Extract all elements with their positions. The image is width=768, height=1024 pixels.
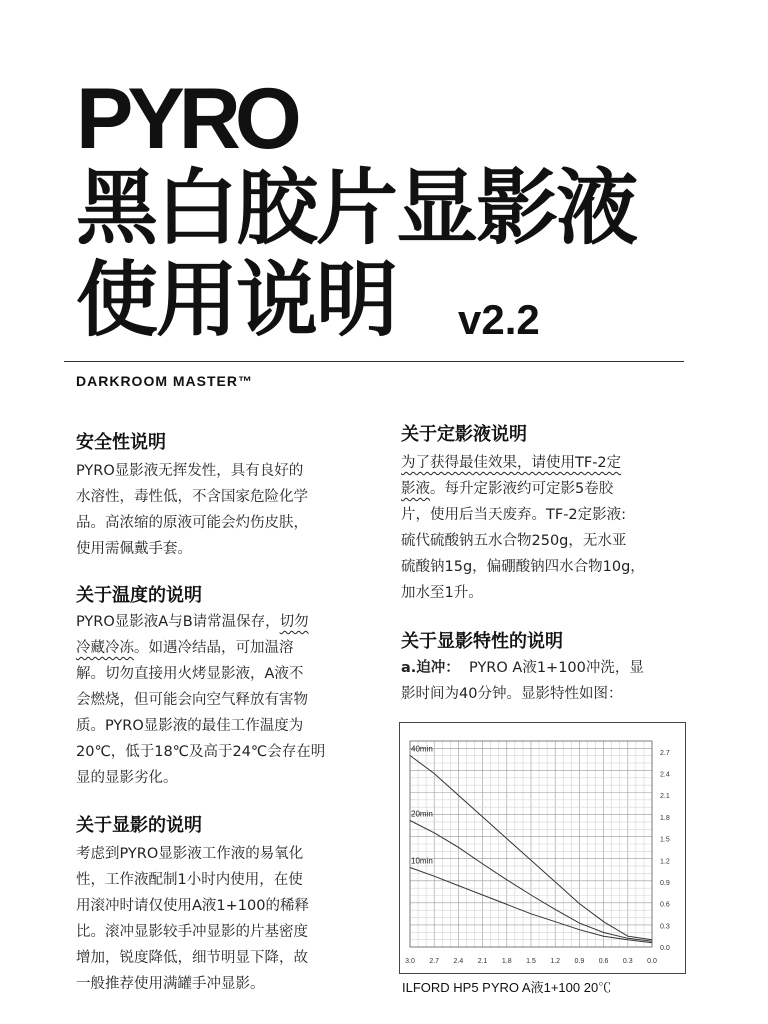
x-tick-label: 3.0 xyxy=(405,958,415,965)
x-tick-label: 0.9 xyxy=(574,958,585,965)
emphasis-text: 影液 xyxy=(401,481,430,497)
development-heading: 关于显影的说明 xyxy=(76,815,202,836)
x-tick-label: 1.2 xyxy=(550,958,561,965)
text-line xyxy=(76,609,325,635)
safety-heading: 安全性说明 xyxy=(76,432,166,453)
series-label: 40min xyxy=(411,744,433,754)
text-line xyxy=(401,476,645,502)
series-label: 10min xyxy=(411,856,433,866)
y-tick-label: 0.9 xyxy=(660,879,670,887)
characteristic-curve-chart xyxy=(399,722,686,974)
text-line: 影时间为40分钟。显影特性如图： xyxy=(401,686,623,702)
text-line: 使用需佩戴手套。 xyxy=(76,541,192,557)
text-line xyxy=(401,655,644,681)
text-line: 20℃，低于18℃及高于24℃会存在明 xyxy=(76,744,326,760)
title-pyro: PYRO xyxy=(76,71,296,167)
y-tick-label: 2.1 xyxy=(660,793,670,801)
text-line: 硫酸钠15g，偏硼酸钠四水合物10g， xyxy=(401,559,645,575)
text-line: 一般推荐使用满罐手冲显影。 xyxy=(76,976,265,992)
version-label: v2.2 xyxy=(458,296,540,343)
text-line: 解。切勿直接用火烤显影液，A液不 xyxy=(76,666,304,682)
y-tick-label: 1.2 xyxy=(660,858,670,866)
title-developer: 黑白胶片显影液 xyxy=(76,161,637,256)
emphasis-text: 切勿 xyxy=(279,614,309,630)
temperature-heading: 关于温度的说明 xyxy=(76,585,202,606)
x-tick-label: 2.1 xyxy=(477,958,488,965)
x-tick-label: 0.6 xyxy=(598,958,609,965)
y-tick-label: 0.6 xyxy=(660,901,670,909)
title-instructions: 使用说明 xyxy=(76,253,397,348)
x-tick-label: 1.8 xyxy=(501,958,512,965)
text-line: 硫代硫酸钠五水合物250g，无水亚 xyxy=(401,533,627,549)
y-tick-label: 1.5 xyxy=(660,836,670,844)
x-tick-label: 2.4 xyxy=(453,958,464,965)
x-tick-label: 0.0 xyxy=(647,958,657,965)
characteristics-text xyxy=(401,655,644,707)
text-span: PYRO A液1+100冲洗，显 xyxy=(459,660,644,676)
text-line: 片，使用后当天废弃。TF-2定影液: xyxy=(401,507,627,523)
text-span: PYRO显影液A与B请常温保存， xyxy=(76,614,280,630)
y-tick-label: 0.3 xyxy=(660,923,670,931)
text-line: 质。PYRO显影液的最佳工作温度为 xyxy=(76,718,304,734)
divider xyxy=(64,361,684,362)
text-line: 显的显影劣化。 xyxy=(76,770,178,786)
safety-text xyxy=(76,458,308,562)
y-tick-label: 1.8 xyxy=(660,814,670,822)
text-span: 。如遇冷结晶，可加温溶 xyxy=(134,640,294,656)
emphasis-text: 为了获得最佳效果，请使用TF-2定 xyxy=(401,455,622,471)
emphasis-text: 冷藏冷冻 xyxy=(76,640,134,656)
development-text xyxy=(76,841,309,997)
fixer-heading: 关于定影液说明 xyxy=(401,424,527,445)
x-tick-label: 0.3 xyxy=(622,958,633,965)
temperature-text xyxy=(76,609,325,791)
push-label: a.迫冲： xyxy=(401,660,460,676)
text-line: 品。高浓缩的原液可能会灼伤皮肤， xyxy=(76,515,308,531)
fixer-text xyxy=(401,450,645,606)
y-tick-label: 0.0 xyxy=(660,945,670,952)
y-tick-label: 2.7 xyxy=(660,749,670,757)
text-span: 。每升定影液约可定影5卷胶 xyxy=(430,481,614,497)
chart-caption: ILFORD HP5 PYRO A液1+100 20℃ xyxy=(402,980,612,995)
text-line: 性，工作液配制1小时内使用，在使 xyxy=(76,872,303,888)
y-tick-label: 2.4 xyxy=(660,771,670,779)
text-line: 加水至1升。 xyxy=(401,585,483,601)
chart-svg xyxy=(400,723,685,973)
text-line: 会燃烧，但可能会向空气释放有害物 xyxy=(76,692,308,708)
series-label: 20min xyxy=(411,809,433,819)
text-line: 用滚冲时请仅使用A液1+100的稀释 xyxy=(76,898,309,914)
characteristics-heading: 关于显影特性的说明 xyxy=(401,631,563,652)
brand-name: DARKROOM MASTER™ xyxy=(76,373,253,389)
text-line: 水溶性，毒性低，不含国家危险化学 xyxy=(76,489,308,505)
text-line: 考虑到PYRO显影液工作液的易氧化 xyxy=(76,846,304,862)
text-line: PYRO显影液无挥发性，具有良好的 xyxy=(76,463,304,479)
text-line xyxy=(401,450,645,476)
text-line xyxy=(76,635,325,661)
x-tick-label: 1.5 xyxy=(526,958,536,965)
text-line: 增加，锐度降低，细节明显下降，故 xyxy=(76,950,308,966)
x-tick-label: 2.7 xyxy=(429,958,440,965)
text-line: 比。滚冲显影较手冲显影的片基密度 xyxy=(76,924,308,940)
